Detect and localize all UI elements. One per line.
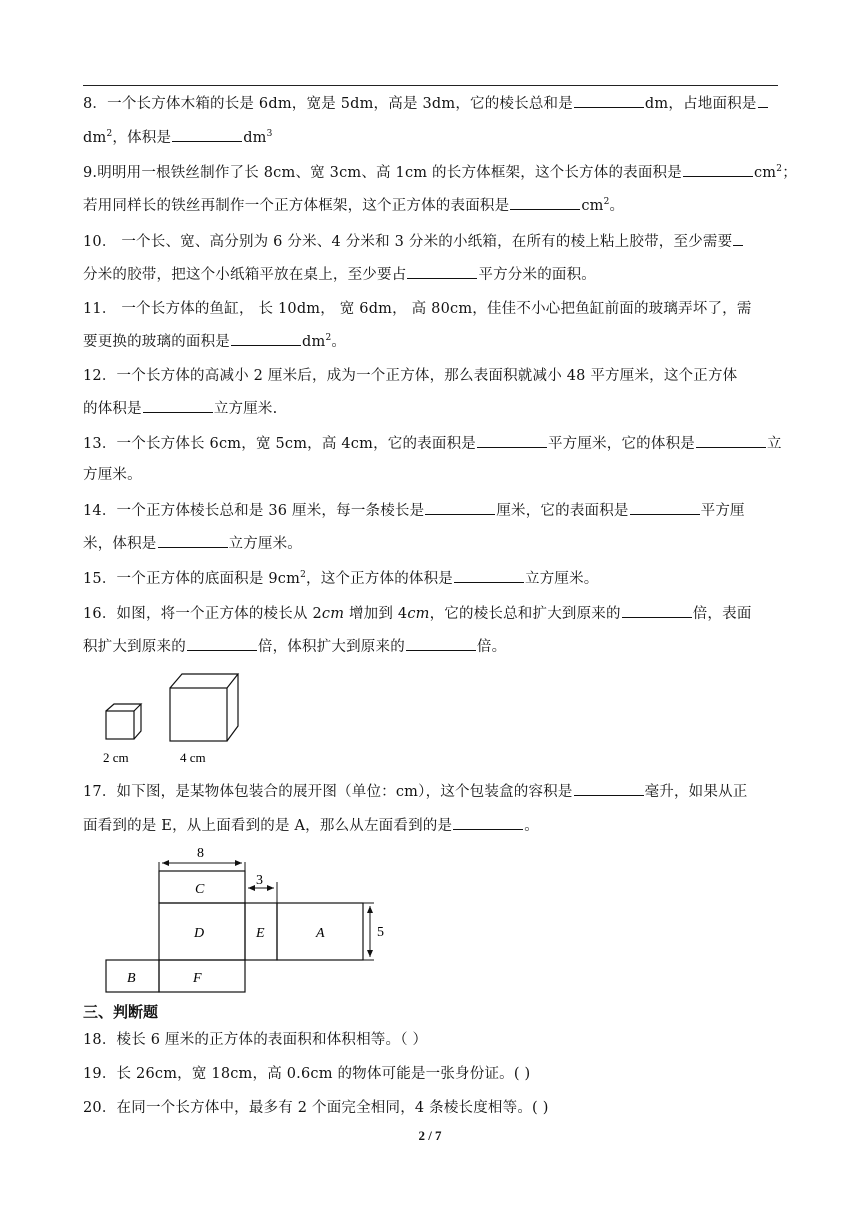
question-17-line-2: 面看到的是 E，从上面看到的是 A，那么从左面看到的是 。: [83, 815, 783, 836]
dimension-label-8: 8: [197, 846, 204, 861]
question-12-line-1: 12．一个长方体的高减小 2 厘米后，成为一个正方体，那么表面积就减小 48 平方厘米，这个正方体: [83, 368, 738, 384]
box-net-figure: [100, 842, 390, 998]
small-cube-label: 2 cm: [103, 750, 129, 765]
question-10-line-1: 10． 一个长、宽、高分别为 6 分米、4 分米和 3 分米的小纸箱，在所有的棱上粘上胶带，至少需要: [83, 231, 783, 252]
answer-blank[interactable]: [187, 636, 257, 651]
answer-blank[interactable]: [696, 433, 766, 448]
answer-blank[interactable]: [158, 533, 228, 548]
question-19: 19．长 26cm，宽 18cm，高 0.6cm 的物体可能是一张身份证。( ): [83, 1066, 531, 1082]
answer-blank[interactable]: [425, 500, 495, 515]
face-label-a: A: [316, 926, 325, 941]
question-11-line-2: 要更换的玻璃的面积是 $dm^2$。: [83, 331, 783, 352]
face-label-e: E: [256, 926, 265, 941]
small-cube: [106, 704, 141, 739]
answer-blank[interactable]: [574, 781, 644, 796]
cubes-figure: [100, 668, 250, 768]
question-8-line-2: $dm^2$，体积是 $dm^3$: [83, 127, 783, 148]
answer-blank[interactable]: [630, 500, 700, 515]
face-label-b: B: [127, 971, 136, 986]
question-14-line-2: 米，体积是 立方厘米。: [83, 533, 783, 554]
question-9-line-1: 9.明明用一根铁丝制作了长 8cm、宽 3cm、高 1cm 的长方体框架，这个长方体的表面积是 $cm^2$；: [83, 162, 783, 183]
answer-blank[interactable]: [406, 636, 476, 651]
answer-blank[interactable]: [733, 231, 743, 246]
answer-blank[interactable]: [453, 815, 523, 830]
face-label-d: D: [194, 926, 205, 941]
face-f: [159, 960, 245, 992]
large-cube-label: 4 cm: [180, 750, 206, 765]
section-title: 三、判断题: [83, 1003, 159, 1021]
question-10-line-2: 分米的胶带，把这个小纸箱平放在桌上，至少要占 平方分米的面积。: [83, 264, 783, 285]
face-label-f: F: [193, 971, 202, 986]
question-14-line-1: 14．一个正方体棱长总和是 36 厘米，每一条棱长是 厘米，它的表面积是 平方厘: [83, 500, 783, 521]
question-13-line-2: 方厘米。: [83, 467, 142, 483]
answer-blank[interactable]: [477, 433, 547, 448]
question-13-line-1: 13．一个长方体长 6cm，宽 5cm，高 4cm，它的表面积是 平方厘米，它的体积是 立: [83, 433, 783, 454]
question-17-line-1: 17．如下图，是某物体包装合的展开图（单位：cm），这个包装盒的容积是 毫升，如果从正: [83, 781, 783, 802]
answer-blank[interactable]: [683, 162, 753, 177]
dimension-label-5: 5: [377, 925, 384, 940]
answer-blank[interactable]: [758, 93, 768, 108]
answer-blank[interactable]: [574, 93, 644, 108]
question-11-line-1: 11． 一个长方体的鱼缸， 长 10dm， 宽 6dm， 高 80cm，佳佳不小心把鱼缸前面的玻璃弄坏了，需: [83, 301, 752, 317]
answer-blank[interactable]: [454, 568, 524, 583]
header-rule: [83, 85, 778, 86]
answer-blank[interactable]: [143, 398, 213, 413]
face-label-c: C: [195, 882, 205, 897]
answer-blank[interactable]: [622, 603, 692, 618]
dimension-label-3: 3: [256, 873, 263, 888]
question-9-line-2: 若用同样长的铁丝再制作一个正方体框架，这个正方体的表面积是 $cm^2$。: [83, 195, 783, 216]
question-15-line: 15．一个正方体的底面积是 $9cm^2$，这个正方体的体积是 立方厘米。: [83, 568, 783, 589]
answer-blank[interactable]: [172, 127, 242, 142]
large-cube: [170, 674, 238, 741]
answer-blank[interactable]: [231, 331, 301, 346]
page-number: 2 / 7: [418, 1128, 442, 1143]
question-20: 20．在同一个长方体中，最多有 2 个面完全相同，4 条棱长度相等。( ): [83, 1100, 549, 1116]
answer-blank[interactable]: [407, 264, 477, 279]
answer-blank[interactable]: [510, 195, 580, 210]
question-18: 18．棱长 6 厘米的正方体的表面积和体积相等。（ ）: [83, 1032, 428, 1048]
question-8-line-1: 8．一个长方体木箱的长是 6dm，宽是 5dm，高是 3dm，它的棱长总和是 dm，占地面积是: [83, 93, 783, 114]
question-12-line-2: 的体积是 立方厘米.: [83, 398, 783, 419]
question-16-line-2: 积扩大到原来的 倍，体积扩大到原来的 倍。: [83, 636, 783, 657]
question-16-line-1: 16．如图，将一个正方体的棱长从 2cm 增加到 4cm，它的棱长总和扩大到原来的 倍，表面: [83, 603, 783, 624]
